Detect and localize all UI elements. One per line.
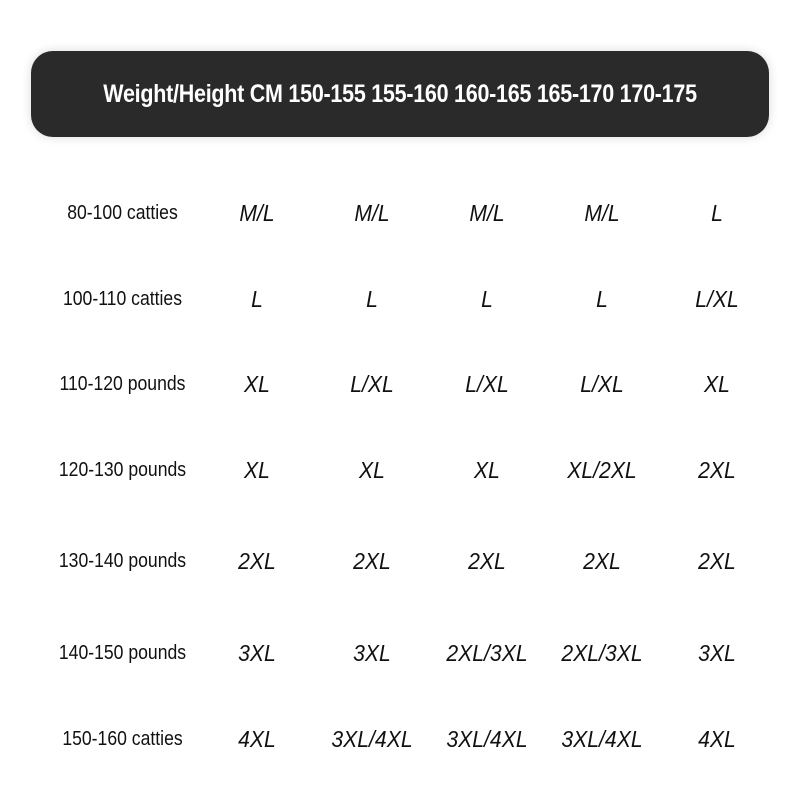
size-cell: L/XL bbox=[350, 371, 394, 397]
size-cell: L/XL bbox=[465, 371, 509, 397]
table-row bbox=[0, 719, 800, 759]
size-cell: 3XL/4XL bbox=[561, 726, 643, 752]
table-row bbox=[0, 633, 800, 673]
row-label: 150-160 catties bbox=[62, 728, 183, 750]
size-cell: 2XL bbox=[583, 548, 621, 574]
size-cell: 2XL bbox=[468, 548, 506, 574]
row-label: 100-110 catties bbox=[62, 288, 183, 310]
size-cell: L bbox=[366, 286, 378, 312]
size-cell: 2XL bbox=[698, 457, 736, 483]
table-row bbox=[0, 193, 800, 233]
row-label: 110-120 pounds bbox=[59, 373, 186, 395]
size-cell: 4XL bbox=[238, 726, 276, 752]
size-cell: 3XL bbox=[698, 640, 736, 666]
size-cell: M/L bbox=[469, 200, 505, 226]
size-cell: 3XL/4XL bbox=[331, 726, 413, 752]
size-cell: 3XL bbox=[353, 640, 391, 666]
size-cell: M/L bbox=[239, 200, 275, 226]
size-cell: 2XL/3XL bbox=[561, 640, 643, 666]
table-row bbox=[0, 279, 800, 319]
size-cell: XL/2XL bbox=[567, 457, 637, 483]
row-label: 140-150 pounds bbox=[58, 642, 187, 664]
size-cell: L/XL bbox=[580, 371, 624, 397]
size-cell: 3XL/4XL bbox=[446, 726, 528, 752]
row-label: 130-140 pounds bbox=[58, 550, 187, 572]
size-cell: XL bbox=[359, 457, 385, 483]
size-cell: 2XL bbox=[238, 548, 276, 574]
size-cell: L bbox=[251, 286, 263, 312]
size-cell: XL bbox=[704, 371, 730, 397]
size-cell: 2XL bbox=[353, 548, 391, 574]
size-cell: L bbox=[711, 200, 723, 226]
header-title: Weight/Height CM 150-155 155-160 160-165 165-170 170-175 bbox=[103, 79, 697, 108]
table-row bbox=[0, 541, 800, 581]
size-cell: L/XL bbox=[695, 286, 739, 312]
row-label: 80-100 catties bbox=[67, 202, 178, 224]
row-label: 120-130 pounds bbox=[58, 459, 187, 481]
size-cell: 3XL bbox=[238, 640, 276, 666]
size-cell: L bbox=[596, 286, 608, 312]
size-cell: 2XL/3XL bbox=[446, 640, 528, 666]
size-cell: XL bbox=[244, 371, 270, 397]
size-cell: XL bbox=[474, 457, 500, 483]
size-cell: 4XL bbox=[698, 726, 736, 752]
size-cell: M/L bbox=[354, 200, 390, 226]
size-cell: 2XL bbox=[698, 548, 736, 574]
size-cell: M/L bbox=[584, 200, 620, 226]
table-row bbox=[0, 364, 800, 404]
size-cell: XL bbox=[244, 457, 270, 483]
table-row bbox=[0, 450, 800, 490]
size-cell: L bbox=[481, 286, 493, 312]
